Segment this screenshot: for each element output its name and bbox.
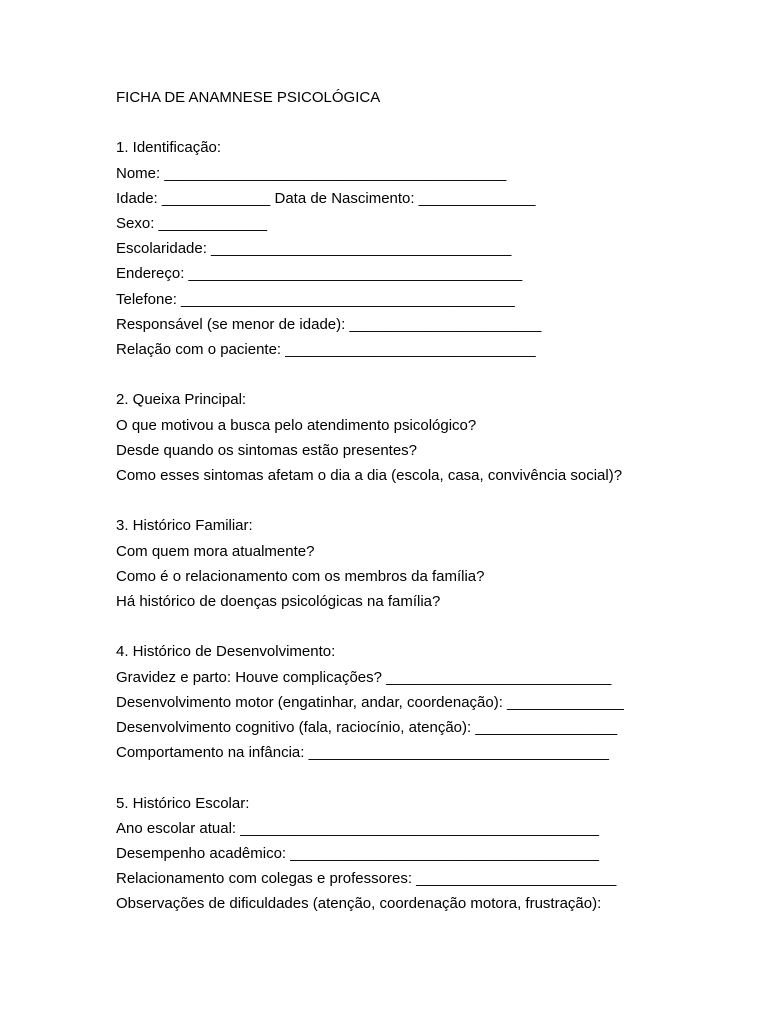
form-body (116, 85, 736, 917)
field-gravidez-parto: Gravidez e parto: Houve complicações? ___________________________ (116, 668, 612, 686)
question-historico-doencas: Há histórico de doenças psicológicas na família? (116, 593, 441, 611)
question-desde-quando: Desde quando os sintomas estão presentes? (116, 441, 418, 459)
section-heading-escolar: 5. Histórico Escolar: (116, 794, 250, 812)
field-endereco: Endereço: ________________________________________ (116, 265, 523, 283)
section-heading-queixa: 2. Queixa Principal: (116, 391, 247, 409)
field-idade-data-nascimento: Idade: _____________ Data de Nascimento: ______________ (116, 189, 536, 207)
field-responsavel: Responsável (se menor de idade): _______________________ (116, 315, 542, 333)
field-desempenho-academico: Desempenho acadêmico: _____________________________________ (116, 845, 599, 863)
field-relacao-paciente: Relação com o paciente: ______________________________ (116, 341, 536, 359)
field-observacoes-dificuldades: Observações de dificuldades (atenção, coordenação motora, frustração): (116, 895, 602, 913)
field-ano-escolar: Ano escolar atual: ___________________________________________ (116, 819, 599, 837)
document-title: FICHA DE ANAMNESE PSICOLÓGICA (116, 89, 381, 106)
section-heading-desenvolvimento: 4. Histórico de Desenvolvimento: (116, 643, 336, 661)
field-comportamento-infancia: Comportamento na infância: ____________________________________ (116, 744, 609, 762)
field-relacionamento-colegas: Relacionamento com colegas e professores: ________________________ (116, 870, 617, 888)
section-heading-identificacao: 1. Identificação: (116, 139, 222, 157)
field-escolaridade: Escolaridade: ____________________________________ (116, 240, 512, 258)
field-telefone: Telefone: ________________________________________ (116, 290, 515, 308)
section-heading-familiar: 3. Histórico Familiar: (116, 517, 253, 535)
field-sexo: Sexo: _____________ (116, 215, 267, 232)
field-nome: Nome: _________________________________________ (116, 164, 507, 182)
question-motivo: O que motivou a busca pelo atendimento psicológico? (116, 416, 477, 434)
question-relacionamento-familia: Como é o relacionamento com os membros da família? (116, 567, 485, 585)
question-impacto: Como esses sintomas afetam o dia a dia (escola, casa, convivência social)? (116, 467, 623, 485)
field-desenvolvimento-motor: Desenvolvimento motor (engatinhar, andar, coordenação): ______________ (116, 693, 624, 711)
field-desenvolvimento-cognitivo: Desenvolvimento cognitivo (fala, raciocínio, atenção): _________________ (116, 719, 618, 737)
question-com-quem-mora: Com quem mora atualmente? (116, 542, 315, 560)
